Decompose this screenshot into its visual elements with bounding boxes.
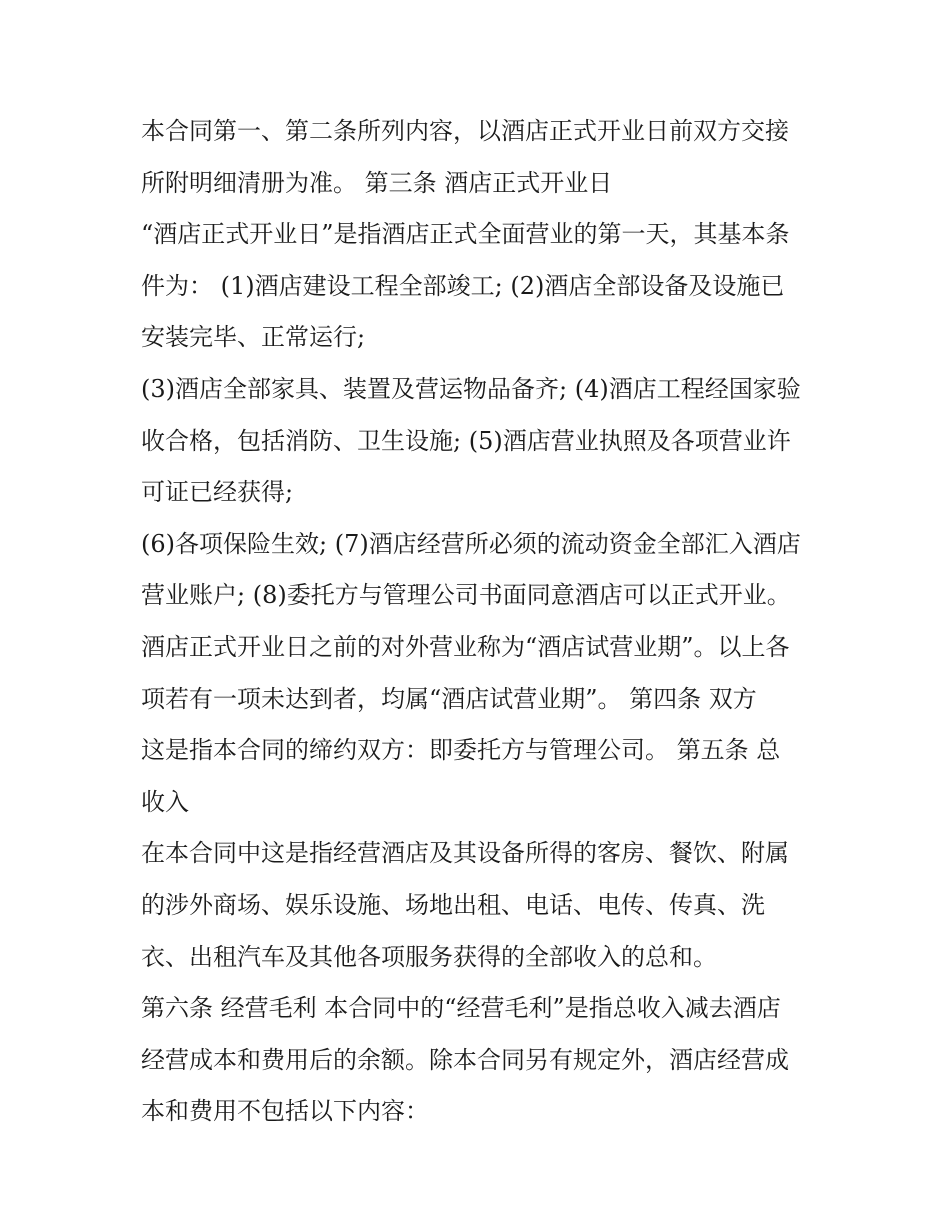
text-line: 的涉外商场、娱乐设施、场地出租、电话、电传、传真、洗: [141, 890, 765, 919]
text-line: 这是指本合同的缔约双方：即委托方与管理公司。 第五条 总: [141, 736, 781, 765]
text-line: 酒店正式开业日之前的对外营业称为“酒店试营业期”。以上各: [141, 632, 790, 661]
text-line: (6)各项保险生效; (7)酒店经营所必须的流动资金全部汇入酒店: [141, 529, 801, 558]
text-line: 衣、出租汽车及其他各项服务获得的全部收入的总和。: [141, 942, 717, 971]
text-line: 本合同第一、第二条所列内容，以酒店正式开业日前双方交接: [141, 117, 789, 145]
text-line: 营业账户; (8)委托方与管理公司书面同意酒店可以正式开业。: [141, 581, 791, 610]
text-line: 第六条 经营毛利 本合同中的“经营毛利”是指总收入减去酒店: [141, 994, 781, 1023]
text-line: 在本合同中这是指经营酒店及其设备所得的客房、餐饮、附属: [141, 839, 789, 868]
contract-text-block: [141, 106, 821, 1138]
text-line: (3)酒店全部家具、装置及营运物品备齐; (4)酒店工程经国家验: [141, 374, 801, 403]
text-line: 经营成本和费用后的余额。除本合同另有规定外，酒店经营成: [141, 1045, 789, 1074]
text-line: 收入: [141, 787, 189, 816]
text-line: 可证已经获得;: [141, 478, 294, 507]
text-line: 本和费用不包括以下内容：: [141, 1097, 429, 1126]
text-line: 项若有一项未达到者，均属“酒店试营业期”。 第四条 双方: [141, 684, 757, 713]
text-line: 件为： (1)酒店建设工程全部竣工; (2)酒店全部设备及设施已: [141, 271, 785, 300]
text-line: 安装完毕、正常运行;: [141, 323, 366, 352]
text-line: 所附明细清册为准。 第三条 酒店正式开业日: [141, 168, 613, 197]
text-line: 收合格，包括消防、卫生设施; (5)酒店营业执照及各项营业许: [141, 426, 791, 455]
text-line: “酒店正式开业日”是指酒店正式全面营业的第一天，其基本条: [141, 220, 790, 249]
